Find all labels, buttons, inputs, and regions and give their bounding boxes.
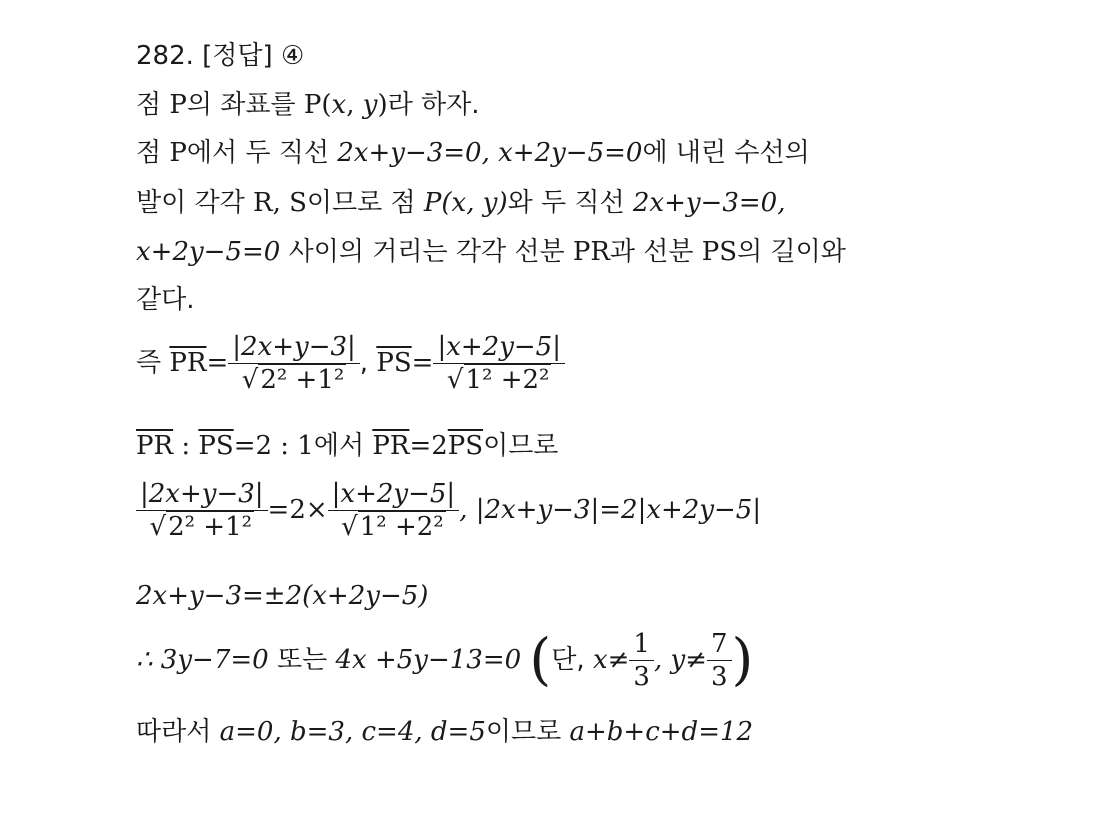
answer-label: [정답] [202, 41, 273, 71]
text: 또는 [268, 645, 336, 675]
sqrt-icon: √2² +1² [241, 365, 345, 395]
math: =2 : 1 [233, 431, 314, 461]
fraction-denominator: 3 [633, 662, 650, 692]
text: 에 내린 수선의 [642, 138, 810, 168]
segment-ps: $\overline{PS}$ [198, 431, 234, 461]
line-10-result [136, 627, 754, 693]
fraction-distance-ps [433, 333, 565, 394]
text: 발이 각각 [136, 188, 253, 218]
answer-value: ④ [280, 41, 305, 71]
math: P [169, 90, 187, 120]
math-equation: , |2x+y−3|=2|x+2y−5| [459, 495, 762, 525]
math: R, S [253, 188, 307, 218]
text: 점 [136, 138, 170, 168]
fraction-numerator: |2x+y−3| [228, 333, 360, 364]
left-paren: ( [529, 627, 552, 693]
line-3 [136, 187, 785, 219]
line-6-distance-formulas [136, 333, 565, 394]
fraction-numerator: 7 [707, 630, 732, 661]
fraction-numerator: |x+2y−5| [433, 333, 565, 364]
right-paren: ) [731, 627, 754, 693]
fraction-denominator [433, 364, 565, 394]
radicand: 2² +1² [260, 365, 345, 395]
fraction-one-third [629, 630, 654, 691]
text: 즉 [136, 348, 170, 378]
math: = [411, 348, 434, 378]
segment-pr: $\overline{PR}$ [169, 348, 207, 378]
fraction-right [328, 480, 460, 541]
math: , y≠ [653, 645, 707, 675]
line-8-equation [136, 480, 761, 541]
fraction-denominator [228, 364, 360, 394]
math-equation: a+b+c+d=12 [569, 717, 754, 747]
math: , [346, 90, 363, 120]
text: 이므로 [485, 717, 570, 747]
math: =2× [267, 495, 328, 525]
math: a=0, b=3, c=4, d=5 [219, 717, 486, 747]
text: 에서 [313, 431, 373, 461]
math: = [206, 348, 229, 378]
math-equation: 4x +5y−13=0 [335, 645, 530, 675]
text: 에서 두 직선 [186, 138, 338, 168]
fraction-numerator: |2x+y−3| [136, 480, 268, 511]
segment-pr: $\overline{PR}$ [136, 431, 174, 461]
line-2 [136, 137, 810, 169]
math: P( [303, 90, 332, 120]
math: PS [701, 237, 738, 267]
math: P(x, y) [423, 188, 508, 218]
text: 사이의 거리는 각각 선분 [280, 237, 573, 267]
line-7-ratio [136, 430, 558, 462]
math: =2 [409, 431, 448, 461]
text: 따라서 [136, 717, 220, 747]
segment-pr: $\overline{PR}$ [372, 431, 410, 461]
text: 점 [136, 90, 170, 120]
line-5 [136, 284, 195, 316]
fraction-distance-pr [228, 333, 360, 394]
math-equation: 2x+y−3=±2(x+2y−5) [136, 581, 429, 611]
problem-number: 282. [136, 41, 194, 71]
segment-ps: $\overline{PS}$ [447, 431, 484, 461]
line-1 [136, 89, 479, 121]
math: ) [377, 90, 388, 120]
text: 단, [551, 645, 593, 675]
fraction-denominator [136, 511, 268, 541]
math-var: y [362, 90, 378, 120]
math: PR [572, 237, 610, 267]
math: x≠ [592, 645, 630, 675]
math-equation: 2x+y−3=0, [632, 188, 786, 218]
fraction-seven-thirds [707, 630, 732, 691]
text: 의 길이와 [737, 237, 846, 267]
text: 이므로 점 [306, 188, 424, 218]
fraction-left [136, 480, 268, 541]
text: 같다. [136, 285, 195, 315]
fraction-denominator [328, 511, 460, 541]
text: , [359, 348, 377, 378]
math-equation: x+2y−5=0 [136, 237, 281, 267]
math-equation: ∴ 3y−7=0 [136, 645, 269, 675]
fraction-denominator: 3 [710, 662, 728, 692]
radicand: 1² +2² [465, 365, 550, 395]
math-var: x [331, 90, 347, 120]
sqrt-icon: √1² +2² [341, 512, 444, 542]
line-9 [136, 580, 428, 612]
math: P [169, 138, 187, 168]
text: 라 하자. [387, 90, 480, 120]
fraction-numerator: 1 [629, 630, 654, 661]
text: 와 두 직선 [507, 188, 633, 218]
text: 이므로 [483, 431, 559, 461]
text: 과 선분 [609, 237, 702, 267]
line-4 [136, 236, 846, 268]
radicand: 2² +1² [168, 512, 253, 542]
fraction-numerator: |x+2y−5| [328, 480, 460, 511]
segment-ps: $\overline{PS}$ [376, 348, 412, 378]
math: : [173, 431, 199, 461]
sqrt-icon: √1² +2² [446, 365, 550, 395]
problem-header [136, 40, 304, 72]
math-equations: 2x+y−3=0, x+2y−5=0 [337, 138, 643, 168]
radicand: 1² +2² [359, 512, 444, 542]
sqrt-icon: √2² +1² [149, 512, 253, 542]
line-11-conclusion [136, 716, 753, 748]
text: 의 좌표를 [186, 90, 304, 120]
